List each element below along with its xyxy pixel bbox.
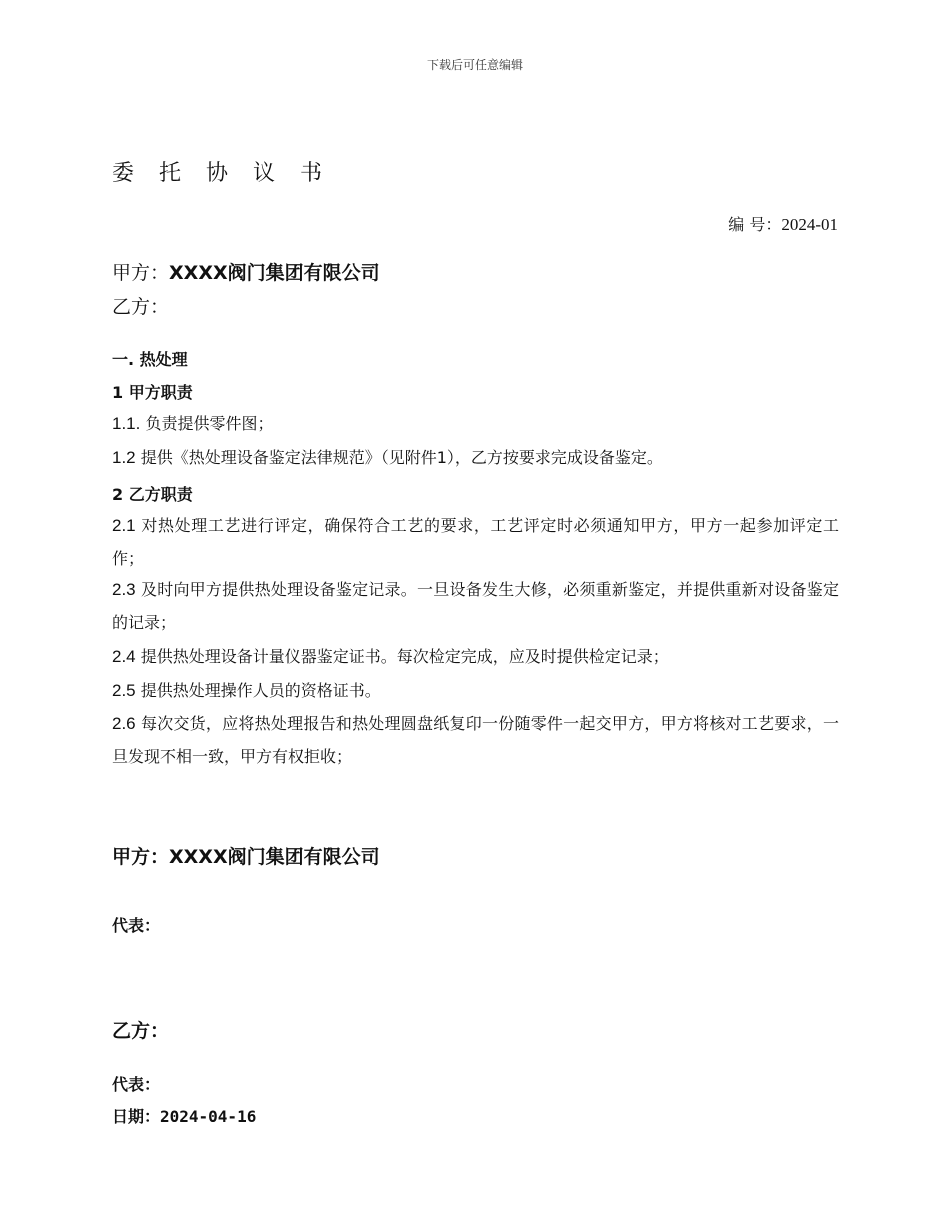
clause-2-4 bbox=[112, 640, 839, 673]
clause-text: 提供《热处理设备鉴定法律规范》（见附件1），乙方按要求完成设备鉴定。 bbox=[135, 448, 663, 467]
page-title: 委 托 协 议 书 bbox=[112, 161, 331, 186]
clause-number: 1.1. bbox=[112, 414, 141, 433]
signature-date: 日期：2024-04-16 bbox=[112, 1107, 257, 1126]
signature-party-b: 乙方： bbox=[112, 1020, 170, 1042]
clause-number: 2.4 bbox=[112, 647, 136, 666]
party-a-duties-heading: 1 甲方职责 bbox=[112, 383, 193, 402]
party-b-line bbox=[112, 292, 169, 319]
document-number-value: 2024-01 bbox=[781, 215, 838, 234]
signature-party-a-representative: 代表： bbox=[112, 916, 161, 935]
clause-text: 对热处理工艺进行评定，确保符合工艺的要求，工艺评定时必须通知甲方，甲方一起参加评定工作； bbox=[112, 516, 839, 568]
clause-number: 1.2 bbox=[112, 448, 136, 467]
clause-number: 2.6 bbox=[112, 714, 136, 733]
party-b-label: 乙方： bbox=[112, 296, 170, 318]
clause-text: 及时向甲方提供热处理设备鉴定记录。一旦设备发生大修，必须重新鉴定，并提供重新对设备鉴定的记录； bbox=[112, 580, 839, 632]
header-note: 下载后可任意编辑 bbox=[426, 58, 523, 72]
clause-text: 负责提供零件图； bbox=[140, 414, 274, 433]
clause-number: 2.5 bbox=[112, 681, 136, 700]
clause-text: 提供热处理设备计量仪器鉴定证书。每次检定完成，应及时提供检定记录； bbox=[135, 647, 669, 666]
document-number-label: 编 号： bbox=[728, 215, 782, 234]
signature-party-b-representative: 代表： bbox=[112, 1075, 161, 1094]
clause-number: 2.1 bbox=[112, 516, 136, 535]
signature-party-a: 甲方：XXXX阀门集团有限公司 bbox=[112, 846, 380, 868]
clause-1-1 bbox=[112, 407, 839, 440]
clause-text: 每次交货，应将热处理报告和热处理圆盘纸复印一份随零件一起交甲方，甲方将核对工艺要求，一旦发现不相一致，甲方有权拒收； bbox=[112, 714, 839, 766]
party-a-name: XXXX阀门集团有限公司 bbox=[169, 262, 380, 284]
clause-text: 提供热处理操作人员的资格证书。 bbox=[135, 681, 381, 700]
document-number bbox=[728, 212, 838, 235]
clause-2-1 bbox=[112, 509, 839, 575]
party-b-duties-heading: 2 乙方职责 bbox=[112, 485, 193, 504]
clause-2-5 bbox=[112, 674, 839, 707]
clause-1-2 bbox=[112, 441, 839, 474]
clause-number: 2.3 bbox=[112, 580, 136, 599]
party-a-label: 甲方： bbox=[112, 262, 170, 284]
party-a-line bbox=[112, 258, 380, 285]
clause-2-6 bbox=[112, 707, 839, 773]
clause-2-3 bbox=[112, 573, 839, 639]
section-heading-heat-treatment: 一. 热处理 bbox=[112, 350, 188, 369]
